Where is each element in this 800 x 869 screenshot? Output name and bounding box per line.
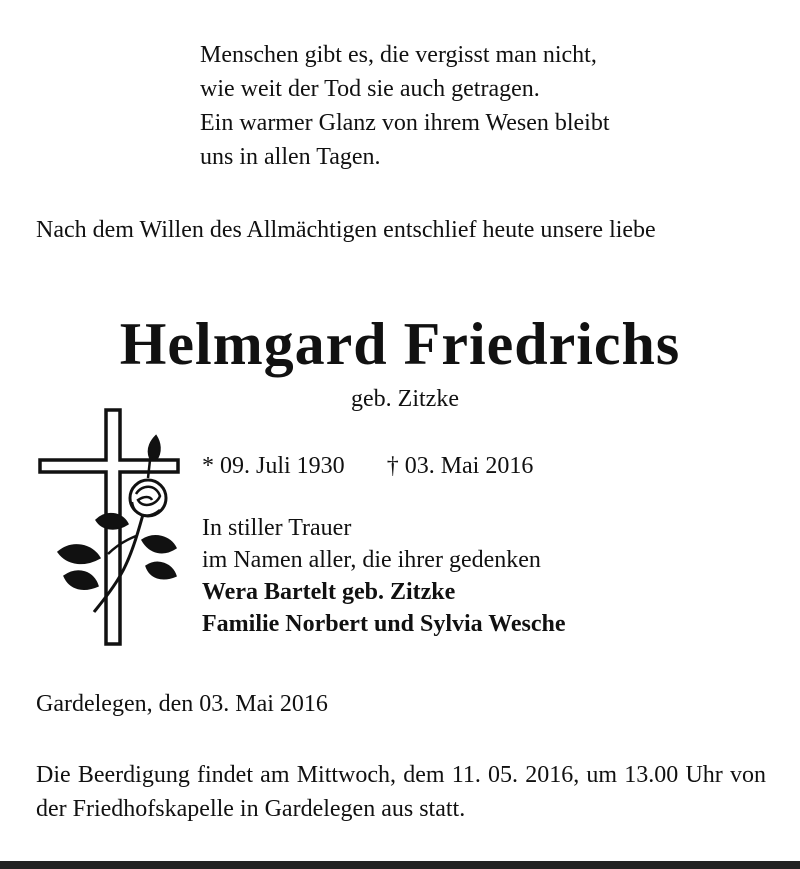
mourning-line: im Namen aller, die ihrer gedenken — [202, 547, 541, 573]
death-date: † 03. Mai 2016 — [386, 453, 534, 479]
mourners-block — [202, 512, 566, 640]
poem-line: Ein warmer Glanz von ihrem Wesen bleibt — [200, 110, 610, 136]
place-and-date: Gardelegen, den 03. Mai 2016 — [36, 691, 328, 717]
life-dates — [202, 450, 533, 482]
mourning-line: In stiller Trauer — [202, 515, 352, 541]
birth-date: * 09. Juli 1930 — [202, 453, 345, 479]
poem-line: wie weit der Tod sie auch getragen. — [200, 76, 540, 102]
memorial-poem — [200, 38, 610, 174]
funeral-info: Die Beerdigung findet am Mittwoch, dem 11. 05. 2016, um 13.00 Uhr von der Friedhofskapelle in Gardelegen aus statt. — [36, 762, 766, 822]
birth-name: geb. Zitzke — [351, 386, 459, 412]
family-name: Wera Bartelt geb. Zitzke — [202, 579, 456, 605]
poem-line: Menschen gibt es, die vergisst man nicht, — [200, 42, 597, 68]
intro-text: Nach dem Willen des Allmächtigen entschlief heute unsere liebe — [36, 217, 656, 243]
cross-with-rose-icon — [36, 406, 186, 656]
family-name: Familie Norbert und Sylvia Wesche — [202, 611, 566, 637]
poem-line: uns in allen Tagen. — [200, 144, 381, 170]
deceased-name: Helmgard Friedrichs — [119, 311, 681, 377]
